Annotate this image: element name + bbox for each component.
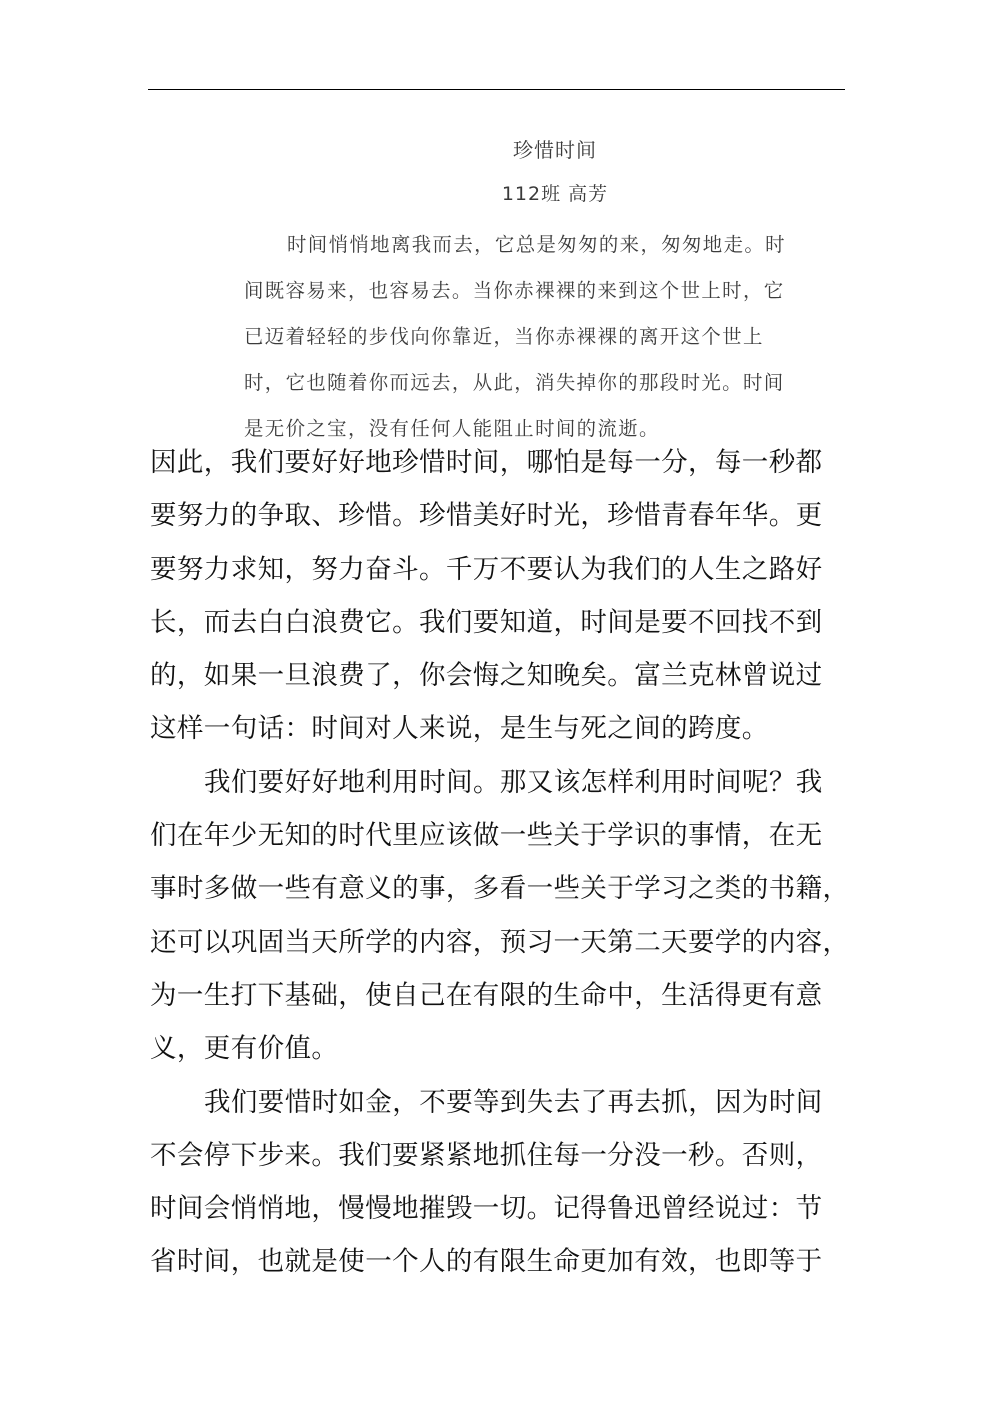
- body-line: 我们要好好地利用时间。那又该怎样利用时间呢？我: [204, 766, 823, 798]
- body-line: 义，更有价值。: [150, 1033, 339, 1065]
- body-line: 省时间，也就是使一个人的有限生命更加有效，也即等于: [150, 1246, 823, 1278]
- intro-line: 时间悄悄地离我而去，它总是匆匆的来，匆匆地走。时: [287, 233, 786, 256]
- body-line: 们在年少无知的时代里应该做一些关于学识的事情，在无: [150, 820, 823, 852]
- body-line: 因此，我们要好好地珍惜时间，哪怕是每一分，每一秒都: [150, 447, 823, 478]
- body-line: 还可以巩固当天所学的内容，预习一天第二天要学的内容，: [150, 926, 850, 958]
- intro-line: 时，它也随着你而远去，从此，消失掉你的那段时光。时间: [244, 371, 785, 394]
- document-title: 珍惜时间: [513, 138, 597, 162]
- intro-paragraph: [244, 222, 828, 452]
- body-line: 时间会悄悄地，慢慢地摧毁一切。记得鲁迅曾经说过：节: [150, 1193, 823, 1225]
- intro-line: 间既容易来，也容易去。当你赤裸裸的来到这个世上时，它: [244, 279, 785, 302]
- body-line: 要努力求知，努力奋斗。千万不要认为我们的人生之路好: [150, 553, 823, 585]
- author-byline: 112班 高芳: [501, 183, 609, 205]
- intro-line: 已迈着轻轻的步伐向你靠近，当你赤裸裸的离开这个世上: [244, 325, 764, 348]
- header-rule: [148, 89, 845, 90]
- body-line: 要努力的争取、珍惜。珍惜美好时光，珍惜青春年华。更: [150, 500, 823, 532]
- intro-line: 是无价之宝，没有任何人能阻止时间的流逝。: [244, 417, 660, 440]
- body-line: 事时多做一些有意义的事，多看一些关于学习之类的书籍，: [150, 873, 850, 905]
- body-line: 为一生打下基础，使自己在有限的生命中，生活得更有意: [150, 979, 823, 1011]
- body-text: [150, 436, 850, 1289]
- body-line: 我们要惜时如金，不要等到失去了再去抓，因为时间: [204, 1086, 823, 1118]
- body-line: 长，而去白白浪费它。我们要知道，时间是要不回找不到: [150, 606, 823, 638]
- body-line: 不会停下步来。我们要紧紧地抓住每一分没一秒。否则，: [150, 1139, 823, 1171]
- body-line: 这样一句话：时间对人来说，是生与死之间的跨度。: [150, 713, 769, 745]
- body-line: 的，如果一旦浪费了，你会悔之知晚矣。富兰克林曾说过: [150, 660, 823, 692]
